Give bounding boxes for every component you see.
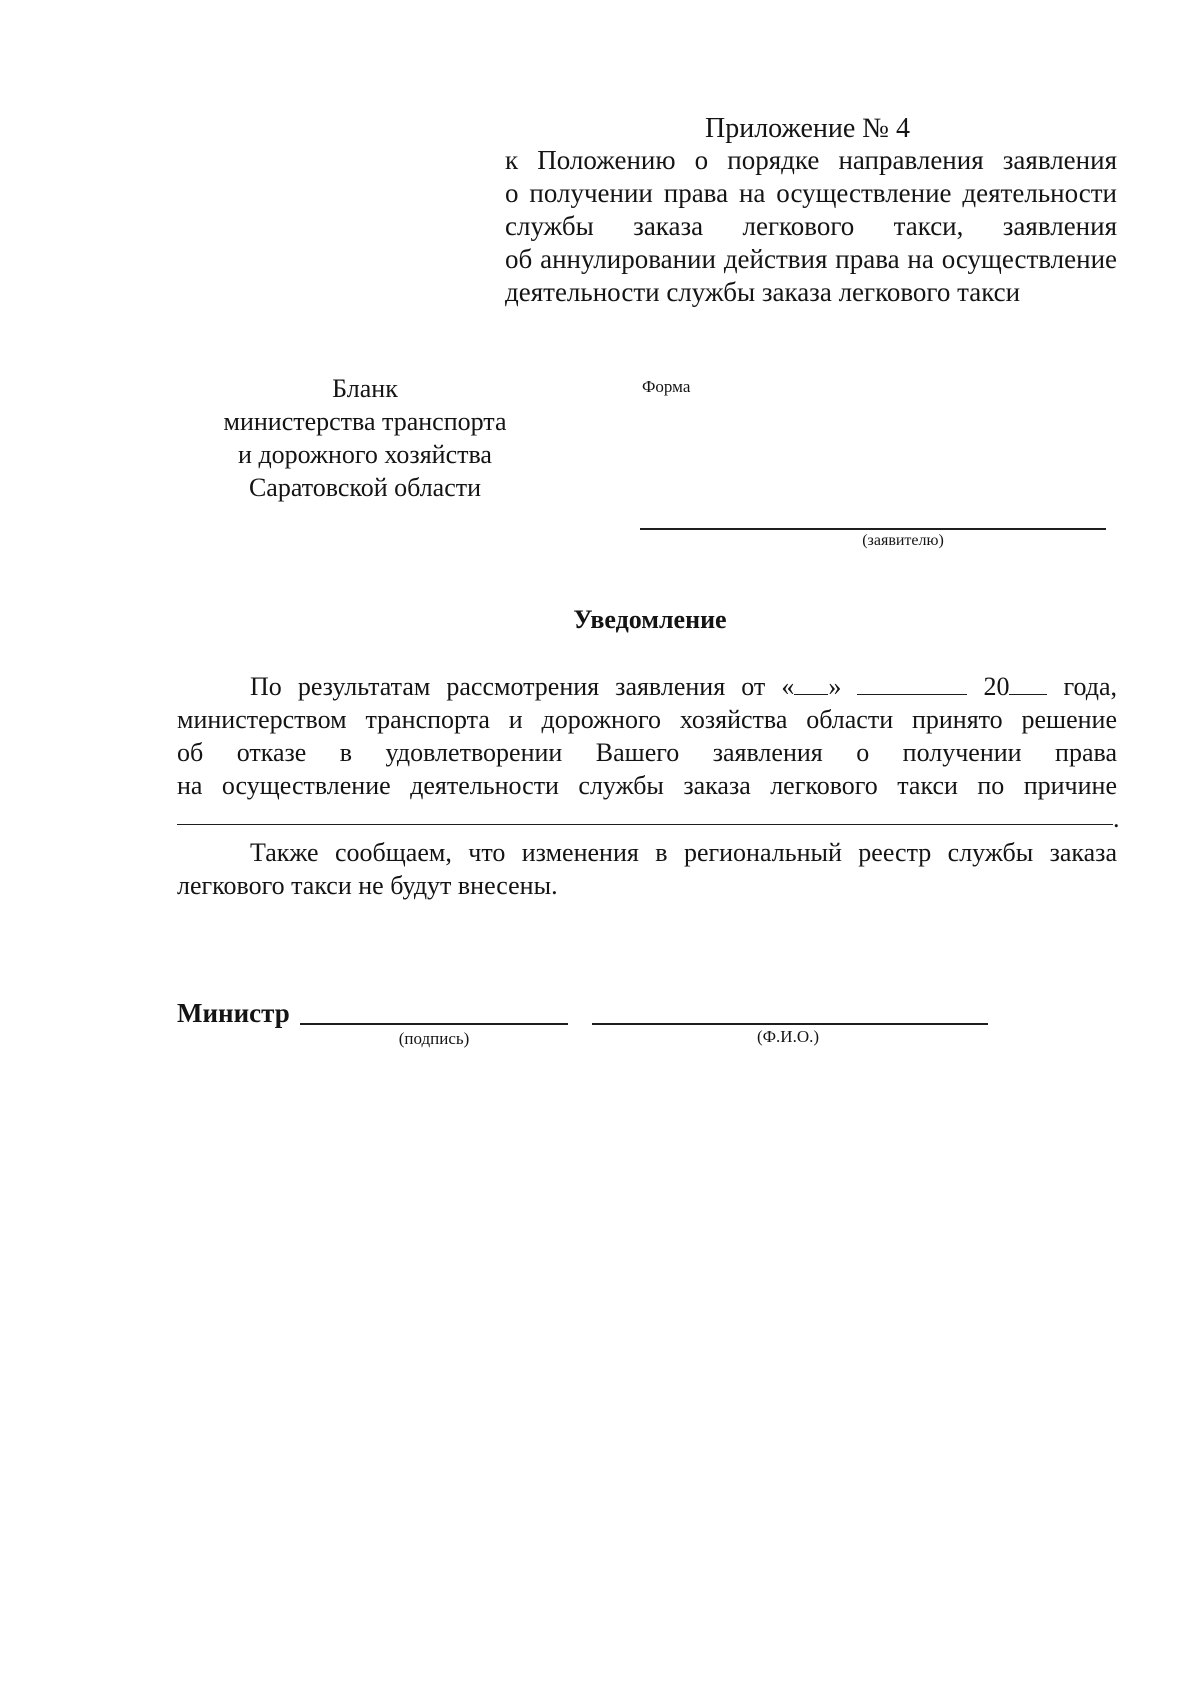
year-group xyxy=(983,672,1047,701)
reason-row xyxy=(177,802,1120,835)
signature-field[interactable] xyxy=(300,1023,568,1025)
signature-caption: (подпись) xyxy=(398,1029,470,1048)
paragraph-first-line xyxy=(177,670,1117,703)
month-blank[interactable] xyxy=(857,672,967,695)
appendix-line: к Положению о порядке направления заявления xyxy=(505,145,1117,175)
letterhead-line: министерства транспорта xyxy=(223,407,507,436)
day-blank[interactable] xyxy=(794,672,828,695)
paragraph-line: Также сообщаем, что изменения в региональный реестр службы заказа xyxy=(250,838,1117,867)
reason-blank[interactable] xyxy=(177,802,1113,825)
reason-end-mark: . xyxy=(1113,804,1120,833)
year-prefix: 20 xyxy=(983,672,1010,701)
minister-label: Министр xyxy=(177,998,290,1028)
paragraph-line: об отказе в удовлетворении Вашего заявления о получении права xyxy=(177,738,1117,767)
appendix-line: о получении права на осуществление деятельности xyxy=(505,178,1117,208)
form-label: Форма xyxy=(642,377,691,396)
registry-paragraph xyxy=(177,836,1117,902)
appendix-title: Приложение № 4 xyxy=(705,113,910,144)
appendix-reference xyxy=(505,144,1117,309)
appendix-line: об аннулировании действия права на осуществление xyxy=(505,244,1117,274)
year-blank[interactable] xyxy=(1009,672,1047,695)
letterhead-line: и дорожного хозяйства xyxy=(238,440,492,469)
addressee-caption: (заявителю) xyxy=(862,532,944,549)
paragraph-line: легкового такси не будут внесены. xyxy=(177,871,558,900)
document-heading: Уведомление xyxy=(573,605,727,634)
date-group xyxy=(781,672,841,701)
intro-text: По результатам рассмотрения заявления от xyxy=(250,672,766,701)
year-suffix: года, xyxy=(1063,672,1118,701)
letterhead-line: Саратовской области xyxy=(248,473,482,502)
letterhead-block xyxy=(180,372,550,504)
full-name-field[interactable] xyxy=(592,1023,988,1025)
letterhead-line: Бланк xyxy=(332,374,398,403)
addressee-field[interactable] xyxy=(640,528,1106,530)
close-quote: » xyxy=(828,672,842,701)
notice-paragraph xyxy=(177,670,1120,835)
full-name-caption: (Ф.И.О.) xyxy=(756,1027,820,1046)
appendix-line: службы заказа легкового такси, заявления xyxy=(505,211,1117,241)
paragraph-line: министерством транспорта и дорожного хозяйства области принято решение xyxy=(177,705,1117,734)
paragraph-line: на осуществление деятельности службы заказа легкового такси по причине xyxy=(177,771,1117,800)
open-quote: « xyxy=(781,672,795,701)
appendix-line: деятельности службы заказа легкового такси xyxy=(505,277,1021,307)
